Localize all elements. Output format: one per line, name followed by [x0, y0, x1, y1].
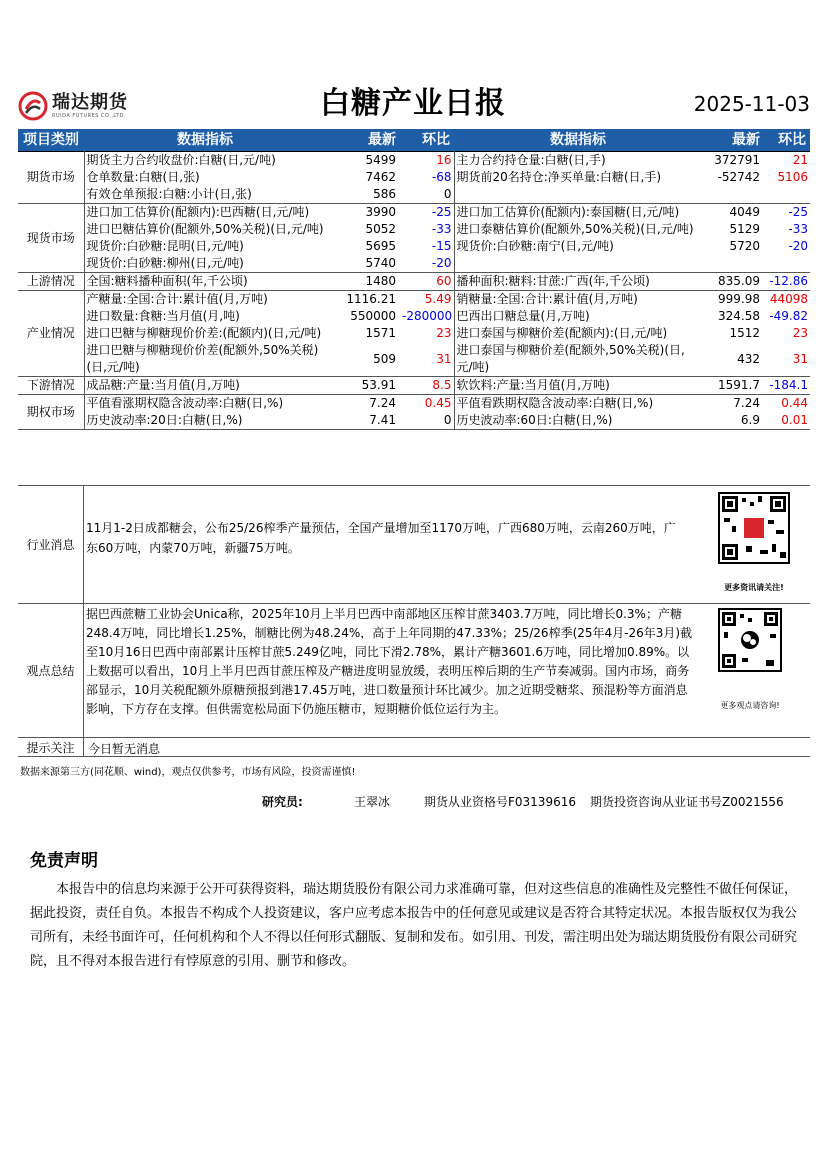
- researcher-license-1: 期货从业资格号F03139616: [424, 795, 576, 809]
- indicator-name-right: 现货价:白砂糖:南宁(日,元/吨): [456, 239, 614, 253]
- latest-value-left: 3990: [326, 204, 400, 222]
- latest-value-right: 4049: [702, 204, 764, 222]
- change-value-right: [764, 186, 810, 204]
- category-cell: 下游情况: [18, 377, 84, 395]
- report-title: 白糖产业日报: [320, 86, 506, 121]
- indicator-name-left: 全国:糖料播种面积(年,千公顷): [84, 273, 326, 291]
- change-value-right: 0.01: [781, 413, 808, 427]
- disclaimer-text: 本报告中的信息均来源于公开可获得资料，瑞达期货股份有限公司力求准确可靠，但对这些信息的准确性及完整性不做任何保证，据此投资，责任自负。本报告不构成个人投资建议，客户应考虑本报告中的任何意见或建议是否符合其特定状况。本报告版权仅为我公司所有，未经书面许可，任何机构和个人不得以任何形式翻版、复制和发布。如引用、刊发，需注明出处为瑞达期货股份有限公司研究院，且不得对本报告进行有悖原意的引用、删节和修改。: [30, 882, 798, 969]
- table-row: [18, 273, 810, 291]
- latest-value-left: 509: [373, 351, 396, 366]
- latest-value-left: 550000: [350, 309, 396, 323]
- latest-value-right: 7.24: [702, 395, 764, 413]
- indicator-name-left: 进口巴糖估算价(配额外,50%关税)(日,元/吨): [86, 222, 324, 236]
- latest-value-left: 1116.21: [326, 291, 400, 309]
- latest-value-right: 6.9: [740, 413, 760, 427]
- header-category: 项目类别: [18, 130, 84, 152]
- industry-news-section: [18, 485, 810, 603]
- latest-value-left: 7.24: [326, 395, 400, 413]
- indicator-name-left: 进口巴糖与柳糖现价价差(配额外,50%关税)(日,元/吨): [86, 343, 319, 374]
- table-row: [18, 377, 810, 395]
- change-value-left: 0: [400, 186, 454, 204]
- indicator-name-right: 期货前20名持仓:净买单量:白糖(日,手): [456, 170, 662, 184]
- indicator-name-right: 进口泰糖估算价(配额外,50%关税)(日,元/吨): [456, 222, 694, 236]
- change-value-right: 0.44: [764, 395, 810, 413]
- latest-value-left: 5499: [326, 152, 400, 170]
- researcher-license-2: 期货投资咨询从业证书号Z0021556: [590, 795, 784, 809]
- latest-value-right: 372791: [702, 152, 764, 170]
- change-value-left: 31: [400, 342, 454, 377]
- logo-english: RUIDA FUTURES CO.,LTD.: [52, 113, 127, 119]
- latest-value-right: 324.58: [718, 309, 760, 323]
- wechat-qr-code-icon: [718, 608, 782, 672]
- change-value-left: -68: [400, 169, 454, 186]
- latest-value-right: 432: [737, 351, 760, 366]
- latest-value-left: 1480: [326, 273, 400, 291]
- latest-value-right: 999.98: [702, 291, 764, 309]
- indicator-name-right: 软饮料:产量:当月值(月,万吨): [454, 377, 702, 395]
- category-cell: 期权市场: [18, 395, 84, 430]
- indicator-name-left: 期货主力合约收盘价:白糖(日,元/吨): [84, 152, 326, 170]
- tips-label: 提示关注: [18, 738, 84, 756]
- table-row: [18, 395, 810, 413]
- header-latest-right: 最新: [702, 130, 764, 152]
- change-value-left: 16: [400, 152, 454, 170]
- header-change-right: 环比: [764, 130, 810, 152]
- table-row: [18, 169, 810, 186]
- category-cell: 现货市场: [18, 204, 84, 273]
- change-value-left: -25: [400, 204, 454, 222]
- indicator-name-right: 平值看跌期权隐含波动率:白糖(日,%): [454, 395, 702, 413]
- indicator-name-right: 进口加工估算价(配额内):泰国糖(日,元/吨): [454, 204, 702, 222]
- view-summary-label: 观点总结: [18, 604, 84, 737]
- change-value-right: -184.1: [764, 377, 810, 395]
- category-cell: 期货市场: [18, 152, 84, 204]
- change-value-right: 21: [764, 152, 810, 170]
- disclaimer-title: 免责声明: [30, 851, 98, 871]
- latest-value-right: [702, 255, 764, 273]
- researcher-label: 研究员:: [262, 795, 303, 809]
- tips-section: [18, 737, 810, 757]
- indicator-name-right: 销糖量:全国:合计:累计值(月,万吨): [454, 291, 702, 309]
- indicator-name-left: 产糖量:全国:合计:累计值(月,万吨): [84, 291, 326, 309]
- change-value-left: -20: [400, 255, 454, 273]
- change-value-left: 0: [400, 412, 454, 430]
- view-summary-text: 据巴西蔗糖工业协会Unica称，2025年10月上半月巴西中南部地区压榨甘蔗3403.7万吨，同比增长0.3%；产糖248.4万吨，同比增长1.25%，制糖比例为48.24%，高于上年同期的47.33%；25/26榨季(25年4月-26年3月)截至10月16日巴西中南部累计压榨甘蔗5.249亿吨，同比下滑2.78%，累计产糖3601.6万吨，同比增加0.89%。以上数据可以看出，10月上半月巴西甘蔗压榨及产糖进度明显放缓，表明压榨后期的生产节奏减弱。国内市场，商务部显示，10月关税配额外原糖预报到港17.45万吨，进口数量预计环比减少。加之近期受糖浆、预混粉等方面消息影响，下方存在支撑。但供需宽松局面下仍施压糖市，短期糖价低位运行为主。: [86, 607, 693, 716]
- data-source-note: 数据来源第三方(同花顺、wind)，观点仅供参考，市场有风险，投资需谨慎!: [20, 767, 356, 778]
- latest-value-right: 5129: [729, 222, 760, 236]
- table-row: [18, 412, 810, 430]
- indicator-name-left: 现货价:白砂糖:昆明(日,元/吨): [86, 239, 244, 253]
- table-row: [18, 308, 810, 325]
- table-row: [18, 342, 810, 377]
- category-cell: 上游情况: [18, 273, 84, 291]
- indicator-name-left: 进口数量:食糖:当月值(月,吨): [86, 309, 240, 323]
- change-value-right: 44098: [764, 291, 810, 309]
- latest-value-left: 1571: [365, 326, 396, 340]
- latest-value-left: 5052: [365, 222, 396, 236]
- tips-text: 今日暂无消息: [88, 742, 161, 756]
- indicator-name-left: 平值看涨期权隐含波动率:白糖(日,%): [84, 395, 326, 413]
- latest-value-left: 7462: [365, 170, 396, 184]
- report-date: 2025-11-03: [693, 92, 810, 116]
- latest-value-right: 835.09: [702, 273, 764, 291]
- indicator-name-right: 历史波动率:60日:白糖(日,%): [456, 413, 613, 427]
- header-change-left: 环比: [400, 130, 454, 152]
- indicator-name-right: [454, 255, 702, 273]
- table-header-row: [18, 130, 810, 152]
- indicator-name-left: 有效仓单预报:白糖:小计(日,张): [86, 187, 252, 201]
- latest-value-left: 5740: [365, 256, 396, 270]
- qr-caption-news: 更多资讯请关注!: [724, 583, 784, 592]
- change-value-left: 5.49: [400, 291, 454, 309]
- indicator-name-left: 成品糖:产量:当月值(月,万吨): [84, 377, 326, 395]
- latest-value-left: 7.41: [369, 413, 396, 427]
- indicator-name-right: 主力合约持仓量:白糖(日,手): [454, 152, 702, 170]
- latest-value-left: 53.91: [326, 377, 400, 395]
- indicator-name-left: 历史波动率:20日:白糖(日,%): [86, 413, 243, 427]
- table-row: [18, 186, 810, 204]
- change-value-right: 5106: [777, 170, 808, 184]
- table-row: [18, 221, 810, 238]
- table-row: [18, 325, 810, 342]
- change-value-left: -280000: [402, 309, 453, 323]
- indicator-name-right: 进口泰国与柳糖价差(配额外,50%关税)(日,元/吨): [456, 343, 685, 374]
- indicator-name-right: 进口泰国与柳糖价差(配额内):(日,元/吨): [456, 326, 668, 340]
- change-value-right: -12.86: [764, 273, 810, 291]
- indicator-name-left: 仓单数量:白糖(日,张): [86, 170, 200, 184]
- researcher-name: 王翠冰: [354, 795, 391, 809]
- change-value-right: -49.82: [769, 309, 808, 323]
- latest-value-right: 5720: [729, 239, 760, 253]
- change-value-left: -33: [400, 221, 454, 238]
- latest-value-left: 586: [373, 187, 396, 201]
- indicator-name-right: 播种面积:糖料:甘蔗:广西(年,千公顷): [454, 273, 702, 291]
- logo-name: 瑞达期货: [52, 92, 128, 113]
- header-indicator-right: 数据指标: [454, 130, 702, 152]
- table-row: [18, 255, 810, 273]
- latest-value-right: 1591.7: [702, 377, 764, 395]
- industry-news-text: 11月1-2日成都糖会，公布25/26榨季产量预估，全国产量增加至1170万吨，广西680万吨，云南260万吨，广东60万吨，内蒙70万吨，新疆75万吨。: [86, 521, 676, 555]
- change-value-left: 8.5: [400, 377, 454, 395]
- change-value-left: 23: [400, 325, 454, 342]
- qr-code-icon: [718, 492, 790, 564]
- header-latest-left: 最新: [326, 130, 400, 152]
- category-cell: 产业情况: [18, 291, 84, 377]
- industry-news-label: 行业消息: [18, 486, 84, 603]
- table-row: [18, 291, 810, 309]
- change-value-left: -15: [400, 238, 454, 255]
- indicator-name-left: 现货价:白砂糖:柳州(日,元/吨): [86, 256, 244, 270]
- table-row: [18, 152, 810, 170]
- change-value-left: 60: [400, 273, 454, 291]
- qr-caption-view: 更多观点请咨询!: [720, 701, 780, 710]
- header-indicator-left: 数据指标: [84, 130, 326, 152]
- change-value-right: -25: [764, 204, 810, 222]
- indicator-name-right: 巴西出口糖总量(月,万吨): [456, 309, 590, 323]
- change-value-left: 0.45: [400, 395, 454, 413]
- table-row: [18, 238, 810, 255]
- change-value-right: -33: [788, 222, 808, 236]
- change-value-right: [764, 255, 810, 273]
- change-value-right: 23: [792, 326, 808, 340]
- change-value-right: -20: [788, 239, 808, 253]
- data-table: [18, 129, 810, 430]
- latest-value-right: [702, 186, 764, 204]
- table-row: [18, 204, 810, 222]
- latest-value-right: 1512: [729, 326, 760, 340]
- latest-value-right: -52742: [717, 170, 760, 184]
- indicator-name-right: [454, 186, 702, 204]
- view-summary-section: [18, 603, 810, 737]
- indicator-name-left: 进口加工估算价(配额内):巴西糖(日,元/吨): [84, 204, 326, 222]
- indicator-name-left: 进口巴糖与柳糖现价价差:(配额内)(日,元/吨): [86, 326, 322, 340]
- change-value-right: 31: [792, 351, 808, 366]
- latest-value-left: 5695: [365, 239, 396, 253]
